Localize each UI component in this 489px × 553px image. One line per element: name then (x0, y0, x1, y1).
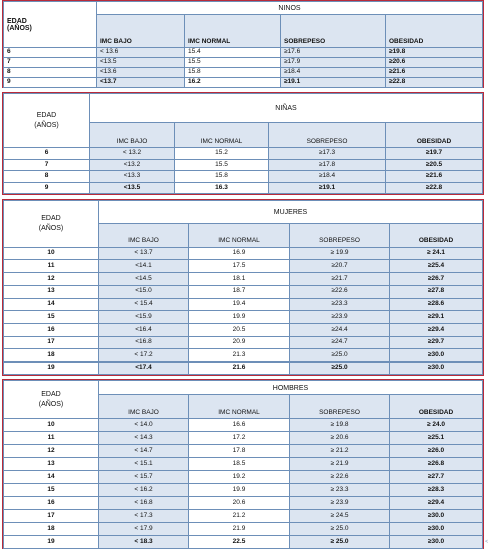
cell-obesidad: ≥ 24.1 (390, 247, 483, 260)
table-row (4, 510, 483, 523)
table-row (4, 349, 483, 362)
cell-imc-normal: 18.5 (189, 458, 290, 471)
cell-imc-bajo: < 16.8 (99, 497, 189, 510)
age-header (4, 2, 97, 48)
cell-obesidad: ≥20.5 (386, 159, 483, 170)
age-header-label: EDAD (41, 215, 61, 223)
cell-age: 9 (4, 182, 90, 193)
cell-imc-bajo: < 17.3 (99, 510, 189, 523)
cell-imc-bajo: < 13.6 (97, 48, 185, 58)
cell-age: 6 (4, 48, 97, 58)
col-sobrepeso: SOBREPESO (269, 123, 386, 148)
ninos-table-block (2, 0, 484, 88)
cell-imc-bajo: <13.6 (97, 68, 185, 78)
cell-sobrepeso: ≥ 21.9 (290, 458, 390, 471)
ninos-table (3, 1, 483, 88)
cell-age: 17 (4, 336, 99, 349)
table-row (4, 497, 483, 510)
age-header-sub: (AÑOS) (38, 224, 64, 232)
cell-imc-bajo: < 14.0 (99, 419, 189, 432)
table-row (4, 182, 483, 193)
age-header-sub: (AÑOS) (7, 24, 32, 32)
table-row (4, 458, 483, 471)
ninas-table-block (2, 92, 484, 195)
age-header (4, 381, 99, 419)
cell-obesidad: ≥27.7 (390, 471, 483, 484)
table-row (4, 298, 483, 311)
table-row (4, 536, 483, 549)
col-imc-normal: IMC NORMAL (175, 123, 269, 148)
cell-imc-normal: 18.7 (189, 285, 290, 298)
age-header-sub: (AÑOS) (34, 121, 59, 129)
cell-age: 17 (4, 510, 99, 523)
cell-obesidad: ≥22.8 (386, 78, 483, 88)
cell-sobrepeso: ≥21.7 (290, 273, 390, 286)
cell-imc-normal: 21.2 (189, 510, 290, 523)
cell-age: 19 (4, 362, 99, 375)
age-header (4, 94, 90, 148)
cell-imc-normal: 17.5 (189, 260, 290, 273)
cell-imc-normal: 16.2 (185, 78, 281, 88)
cell-imc-bajo: < 13.7 (99, 247, 189, 260)
cell-imc-bajo: < 14.3 (99, 432, 189, 445)
cell-obesidad: ≥29.4 (390, 497, 483, 510)
col-imc-normal: IMC NORMAL (185, 15, 281, 48)
cell-imc-bajo: < 16.2 (99, 484, 189, 497)
cell-obesidad: ≥27.8 (390, 285, 483, 298)
col-imc-bajo: IMC BAJO (90, 123, 175, 148)
cell-imc-normal: 22.5 (189, 536, 290, 549)
cell-imc-normal: 17.2 (189, 432, 290, 445)
cell-obesidad: ≥26.8 (390, 458, 483, 471)
cell-imc-bajo: < 17.2 (99, 349, 189, 362)
col-sobrepeso: SOBREPESO (290, 224, 390, 247)
cell-sobrepeso: ≥ 24.5 (290, 510, 390, 523)
cell-imc-normal: 18.1 (189, 273, 290, 286)
cell-imc-bajo: < 14.7 (99, 445, 189, 458)
cell-imc-bajo: <13.3 (90, 171, 175, 182)
cell-obesidad: ≥28.6 (390, 298, 483, 311)
col-imc-normal: IMC NORMAL (189, 224, 290, 247)
cell-sobrepeso: ≥23.9 (290, 311, 390, 324)
cell-imc-bajo: <14.5 (99, 273, 189, 286)
age-header-sub: (AÑOS) (38, 400, 64, 408)
cell-obesidad: ≥22.8 (386, 182, 483, 193)
table-row (4, 148, 483, 159)
cell-imc-bajo: <15.9 (99, 311, 189, 324)
cell-imc-normal: 15.4 (185, 48, 281, 58)
cell-age: 7 (4, 58, 97, 68)
mujeres-title: MUJERES (99, 201, 483, 224)
corner-mark: < (485, 539, 488, 545)
cell-age: 14 (4, 298, 99, 311)
table-row (4, 323, 483, 336)
cell-age: 9 (4, 78, 97, 88)
hombres-table-block (2, 379, 484, 549)
cell-age: 8 (4, 171, 90, 182)
cell-imc-bajo: <13.5 (90, 182, 175, 193)
table-row (4, 445, 483, 458)
cell-imc-normal: 17.8 (189, 445, 290, 458)
cell-sobrepeso: ≥ 22.6 (290, 471, 390, 484)
cell-age: 18 (4, 523, 99, 536)
cell-imc-bajo: <15.0 (99, 285, 189, 298)
col-sobrepeso: SOBREPESO (290, 395, 390, 419)
cell-imc-normal: 15.8 (185, 68, 281, 78)
col-obesidad: OBESIDAD (390, 395, 483, 419)
col-imc-bajo: IMC BAJO (97, 15, 185, 48)
cell-obesidad: ≥25.4 (390, 260, 483, 273)
cell-imc-normal: 16.9 (189, 247, 290, 260)
cell-imc-normal: 20.6 (189, 497, 290, 510)
cell-imc-normal: 19.9 (189, 311, 290, 324)
cell-age: 13 (4, 285, 99, 298)
cell-sobrepeso: ≥25.0 (290, 349, 390, 362)
table-row (4, 247, 483, 260)
cell-imc-bajo: <14.1 (99, 260, 189, 273)
cell-obesidad: ≥19.8 (386, 48, 483, 58)
cell-age: 7 (4, 159, 90, 170)
cell-age: 16 (4, 497, 99, 510)
cell-imc-normal: 19.9 (189, 484, 290, 497)
col-imc-normal: IMC NORMAL (189, 395, 290, 419)
cell-imc-bajo: <17.4 (99, 362, 189, 375)
cell-age: 15 (4, 484, 99, 497)
cell-imc-bajo: < 13.2 (90, 148, 175, 159)
cell-sobrepeso: ≥24.4 (290, 323, 390, 336)
cell-obesidad: ≥29.7 (390, 336, 483, 349)
cell-imc-normal: 15.8 (175, 171, 269, 182)
cell-obesidad: ≥ 24.0 (390, 419, 483, 432)
table-row (4, 419, 483, 432)
cell-age: 6 (4, 148, 90, 159)
ninas-table (3, 93, 483, 194)
cell-age: 15 (4, 311, 99, 324)
cell-imc-bajo: <13.2 (90, 159, 175, 170)
cell-age: 8 (4, 68, 97, 78)
age-header (4, 201, 99, 248)
cell-sobrepeso: ≥17.6 (281, 48, 386, 58)
cell-sobrepeso: ≥ 23.9 (290, 497, 390, 510)
col-obesidad: OBESIDAD (386, 15, 483, 48)
cell-sobrepeso: ≥17.3 (269, 148, 386, 159)
mujeres-table (3, 200, 483, 375)
table-row (4, 260, 483, 273)
cell-obesidad: ≥21.6 (386, 68, 483, 78)
col-obesidad: OBESIDAD (386, 123, 483, 148)
cell-obesidad: ≥30.0 (390, 523, 483, 536)
cell-imc-normal: 19.2 (189, 471, 290, 484)
cell-imc-normal: 19.4 (189, 298, 290, 311)
cell-age: 10 (4, 419, 99, 432)
cell-obesidad: ≥26.7 (390, 273, 483, 286)
cell-age: 12 (4, 273, 99, 286)
cell-obesidad: ≥30.0 (390, 510, 483, 523)
cell-sobrepeso: ≥19.1 (281, 78, 386, 88)
cell-sobrepeso: ≥18.4 (281, 68, 386, 78)
cell-imc-normal: 20.5 (189, 323, 290, 336)
cell-imc-normal: 21.3 (189, 349, 290, 362)
cell-sobrepeso: ≥ 25.0 (290, 536, 390, 549)
cell-imc-normal: 20.9 (189, 336, 290, 349)
age-header-label: EDAD (7, 17, 27, 25)
cell-sobrepeso: ≥17.8 (269, 159, 386, 170)
table-row (4, 68, 483, 78)
cell-age: 10 (4, 247, 99, 260)
cell-age: 11 (4, 260, 99, 273)
cell-imc-bajo: <16.4 (99, 323, 189, 336)
cell-sobrepeso: ≥18.4 (269, 171, 386, 182)
cell-sobrepeso: ≥19.1 (269, 182, 386, 193)
ninos-title: NINOS (97, 2, 483, 15)
mujeres-table-block (2, 199, 484, 376)
cell-imc-bajo: <13.7 (97, 78, 185, 88)
cell-obesidad: ≥30.0 (390, 362, 483, 375)
cell-obesidad: ≥29.4 (390, 323, 483, 336)
cell-obesidad: ≥19.7 (386, 148, 483, 159)
col-sobrepeso: SOBREPESO (281, 15, 386, 48)
cell-sobrepeso: ≥ 23.3 (290, 484, 390, 497)
table-row (4, 471, 483, 484)
cell-obesidad: ≥28.3 (390, 484, 483, 497)
col-imc-bajo: IMC BAJO (99, 395, 189, 419)
table-row (4, 273, 483, 286)
cell-obesidad: ≥21.6 (386, 171, 483, 182)
cell-sobrepeso: ≥23.3 (290, 298, 390, 311)
age-header-label: EDAD (36, 112, 57, 120)
cell-imc-bajo: < 15.7 (99, 471, 189, 484)
cell-imc-bajo: <16.8 (99, 336, 189, 349)
cell-age: 18 (4, 349, 99, 362)
hombres-table (3, 380, 483, 549)
table-row (4, 432, 483, 445)
cell-sobrepeso: ≥22.6 (290, 285, 390, 298)
cell-age: 12 (4, 445, 99, 458)
cell-obesidad: ≥20.6 (386, 58, 483, 68)
cell-obesidad: ≥29.1 (390, 311, 483, 324)
cell-sobrepeso: ≥ 19.9 (290, 247, 390, 260)
table-row (4, 58, 483, 68)
cell-imc-bajo: < 17.9 (99, 523, 189, 536)
table-row (4, 311, 483, 324)
cell-age: 13 (4, 458, 99, 471)
cell-sobrepeso: ≥ 19.8 (290, 419, 390, 432)
cell-age: 19 (4, 536, 99, 549)
cell-imc-normal: 15.5 (175, 159, 269, 170)
cell-imc-bajo: < 15.4 (99, 298, 189, 311)
cell-sobrepeso: ≥ 20.6 (290, 432, 390, 445)
col-obesidad: OBESIDAD (390, 224, 483, 247)
cell-sobrepeso: ≥25.0 (290, 362, 390, 375)
cell-sobrepeso: ≥17.9 (281, 58, 386, 68)
cell-imc-normal: 21.6 (189, 362, 290, 375)
hombres-title: HOMBRES (99, 381, 483, 395)
cell-obesidad: ≥25.1 (390, 432, 483, 445)
age-header-label: EDAD (41, 391, 61, 399)
cell-age: 16 (4, 323, 99, 336)
table-row (4, 484, 483, 497)
cell-imc-normal: 15.2 (175, 148, 269, 159)
cell-age: 14 (4, 471, 99, 484)
table-row (4, 78, 483, 88)
cell-imc-bajo: <13.5 (97, 58, 185, 68)
cell-imc-bajo: < 18.3 (99, 536, 189, 549)
table-row (4, 48, 483, 58)
table-row (4, 171, 483, 182)
table-row (4, 362, 483, 375)
cell-obesidad: ≥30.0 (390, 536, 483, 549)
ninas-title: NIÑAS (90, 94, 483, 123)
cell-imc-normal: 16.6 (189, 419, 290, 432)
cell-obesidad: ≥30.0 (390, 349, 483, 362)
cell-imc-bajo: < 15.1 (99, 458, 189, 471)
cell-imc-normal: 16.3 (175, 182, 269, 193)
col-imc-bajo: IMC BAJO (99, 224, 189, 247)
cell-sobrepeso: ≥ 21.2 (290, 445, 390, 458)
cell-imc-normal: 21.9 (189, 523, 290, 536)
cell-sobrepeso: ≥ 25.0 (290, 523, 390, 536)
table-row (4, 285, 483, 298)
cell-sobrepeso: ≥20.7 (290, 260, 390, 273)
table-row (4, 336, 483, 349)
cell-sobrepeso: ≥24.7 (290, 336, 390, 349)
cell-imc-normal: 15.5 (185, 58, 281, 68)
table-row (4, 159, 483, 170)
table-row (4, 523, 483, 536)
cell-age: 11 (4, 432, 99, 445)
cell-obesidad: ≥26.0 (390, 445, 483, 458)
